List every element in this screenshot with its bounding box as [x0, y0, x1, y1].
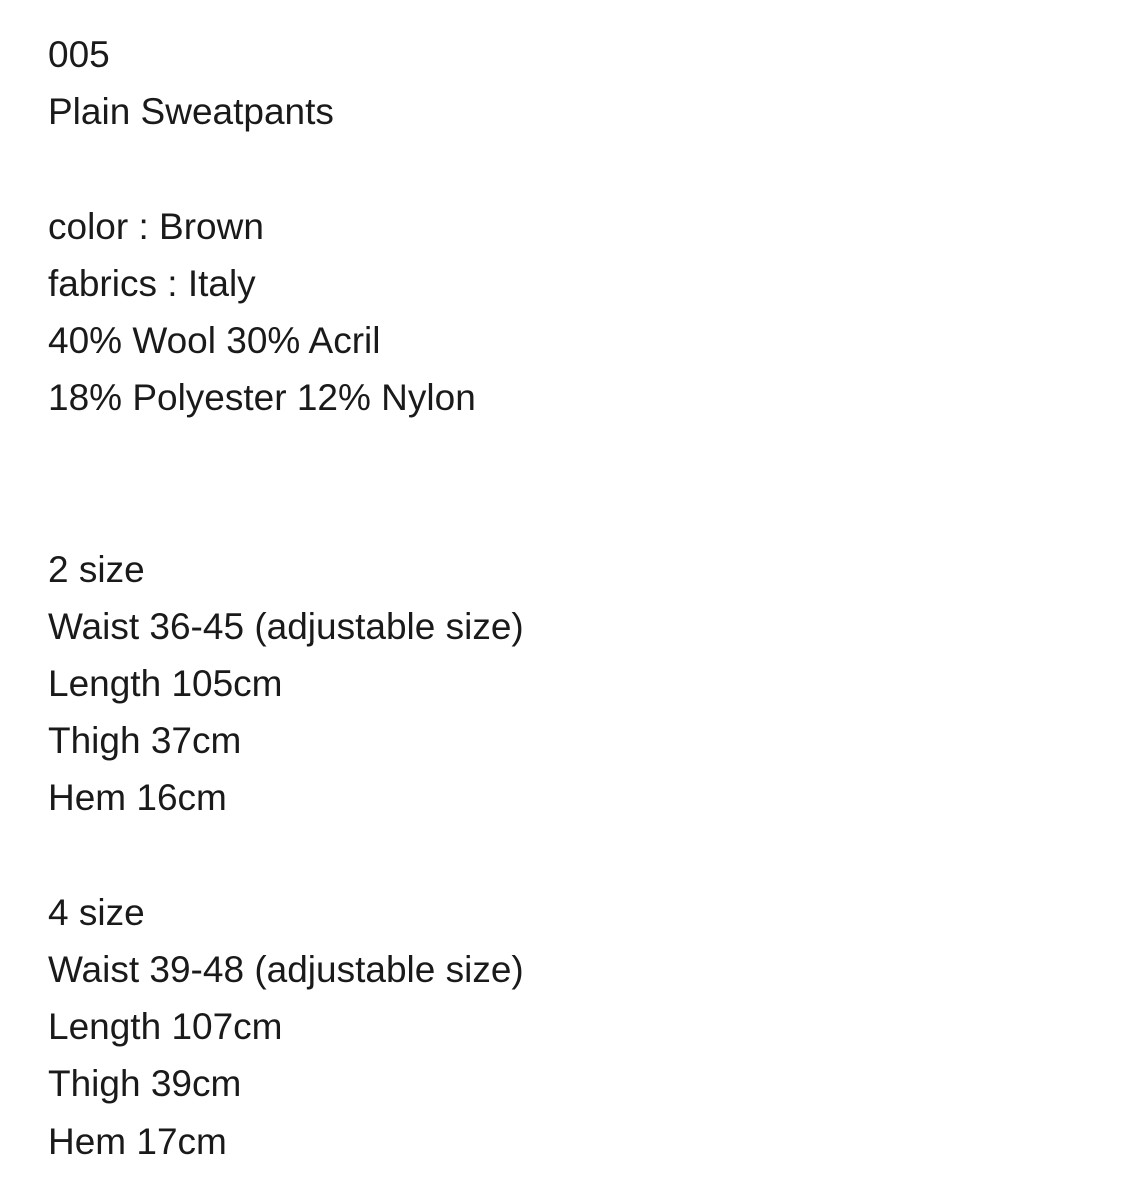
size-section-2 — [48, 541, 524, 827]
waist-line: Waist 39-48 (adjustable size) — [48, 949, 524, 991]
details-section — [48, 198, 524, 427]
size-title: 4 size — [48, 891, 145, 933]
product-description — [48, 26, 524, 1170]
product-name: Plain Sweatpants — [48, 91, 334, 133]
color-line: color : Brown — [48, 205, 264, 247]
length-line: Length 105cm — [48, 663, 283, 705]
length-line: Length 107cm — [48, 1006, 283, 1048]
spacer — [48, 140, 524, 197]
size-title: 2 size — [48, 548, 145, 590]
hem-line: Hem 17cm — [48, 1120, 227, 1162]
product-code: 005 — [48, 34, 110, 75]
size-section-4 — [48, 884, 524, 1170]
composition-line-1: 40% Wool 30% Acril — [48, 319, 381, 361]
hem-line: Hem 16cm — [48, 777, 227, 819]
waist-line: Waist 36-45 (adjustable size) — [48, 605, 524, 647]
spacer — [48, 426, 524, 540]
spacer — [48, 827, 524, 884]
thigh-line: Thigh 37cm — [48, 720, 242, 762]
thigh-line: Thigh 39cm — [48, 1063, 242, 1105]
fabrics-line: fabrics : Italy — [48, 262, 256, 304]
composition-line-2: 18% Polyester 12% Nylon — [48, 377, 476, 419]
